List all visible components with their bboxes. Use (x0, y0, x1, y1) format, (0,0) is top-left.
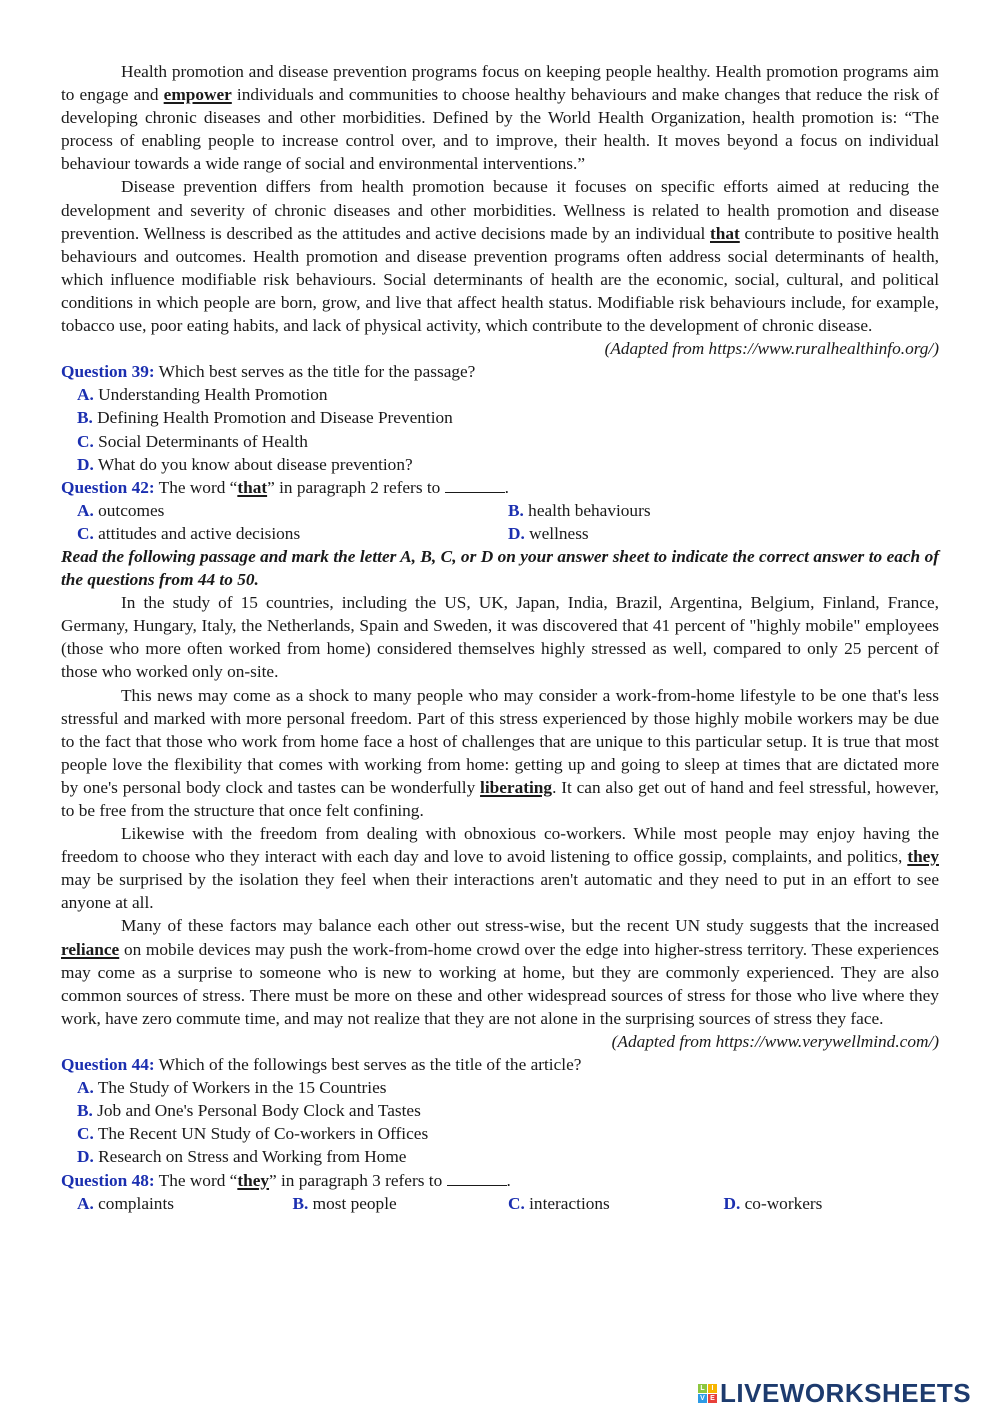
question-44-option-c[interactable]: C. The Recent UN Study of Co-workers in Offices (77, 1124, 429, 1144)
keyword-that: that (710, 223, 740, 243)
question-44-option-d[interactable]: D. Research on Stress and Working from Home (77, 1147, 407, 1167)
question-48-option-c[interactable]: C. interactions (508, 1193, 610, 1213)
question-39-option-a[interactable]: A. Understanding Health Promotion (77, 385, 328, 405)
passage-1-paragraph-1: Health promotion and disease prevention programs focus on keeping people healthy. Health promotion programs aim to engage and empower individuals and communities to choose healthy behaviours and make changes that reduce the risk of developing chronic diseases and other morbidities. Defined by the World Health Organization, health promotion is: “The process of enabling people to increase control over, and to improve, their health. It moves beyond a focus on individual behaviour towards a wide range of social and environmental interventions.” (61, 62, 939, 174)
question-48-label: Question 48: (61, 1170, 155, 1190)
passage-2-paragraph-2: This news may come as a shock to many people who may consider a work-from-home lifestyle to be one that's less stressful and marked with more personal freedom. Part of this stress experienced by those highly mobile workers may be due to the fact that those who work from home face a host of challenges that are unique to this particular setup. It is true that most people love the flexibility that comes with working from home: getting up and going to sleep at times that are dictated more by one's personal body clock and tastes can be wonderfully liberating. It can also get out of hand and feel stressful, however, to be free from the structure that once felt confining. (61, 685, 940, 820)
keyword-reliance: reliance (61, 939, 120, 959)
liveworksheets-logo (698, 1378, 971, 1409)
question-42-option-d[interactable]: D. wellness (508, 523, 589, 543)
question-42-options-row-1 (61, 499, 939, 522)
live-tiles-icon: L I V E (698, 1384, 717, 1403)
question-44-option-a[interactable]: A. The Study of Workers in the 15 Countries (77, 1078, 387, 1098)
question-48-stem: Question 48: The word “they” in paragraph 3 refers to . (61, 1170, 511, 1190)
question-48 (61, 1169, 939, 1215)
question-42-label: Question 42: (61, 477, 155, 497)
question-44-stem: Question 44: Which of the followings best serves as the title of the article? (61, 1055, 582, 1075)
passage-2-paragraph-1: In the study of 15 countries, including the US, UK, Japan, India, Brazil, Argentina, Belgium, Finland, France, Germany, Hungary, Italy, the Netherlands, Spain and Sweden, it was discovered that 41 percent of "highly mobile" employees (those who more often worked from home) considered themselves highly stressed as well, compared to only 25 percent of those who worked only on-site. (61, 593, 939, 682)
answer-blank (445, 478, 505, 493)
question-48-options-row (61, 1192, 939, 1215)
question-39 (61, 360, 939, 475)
question-39-option-c[interactable]: C. Social Determinants of Health (77, 431, 308, 451)
keyword-that-ref: that (237, 477, 268, 497)
question-44 (61, 1053, 939, 1168)
answer-blank (447, 1171, 507, 1186)
question-42-options-row-2 (61, 522, 939, 545)
question-42-option-a[interactable]: A. outcomes (77, 500, 165, 520)
question-39-stem: Question 39: Which best serves as the title for the passage? (61, 362, 476, 382)
question-42 (61, 476, 939, 545)
worksheet-page (61, 60, 939, 1215)
keyword-liberating: liberating (480, 777, 553, 797)
question-42-stem: Question 42: The word “that” in paragraph 2 refers to . (61, 477, 509, 497)
passage-1-paragraph-2: Disease prevention differs from health promotion because it focuses on specific efforts aimed at reducing the development and severity of chronic diseases and other morbidities. Wellness is related to health promotion and disease prevention. Wellness is described as the attitudes and active decisions made by an individual that contribute to positive health behaviours and outcomes. Health promotion and disease prevention programs often address social determinants of health, which influence modifiable risk behaviours. Social determinants of health are the economic, social, cultural, and political conditions in which people are born, grow, and live that affect health status. Modifiable risk behaviours include, for example, tobacco use, poor eating habits, and lack of physical activity, which contribute to the development of chronic disease. (61, 177, 939, 336)
question-48-option-b[interactable]: B. most people (292, 1193, 397, 1213)
question-39-label: Question 39: (61, 362, 155, 382)
logo-wordmark: LIVEWORKSHEETS (720, 1378, 972, 1408)
question-48-option-d[interactable]: D. co-workers (723, 1193, 823, 1213)
passage-1 (61, 60, 939, 360)
question-42-option-c[interactable]: C. attitudes and active decisions (77, 523, 301, 543)
question-42-option-b[interactable]: B. health behaviours (508, 500, 651, 520)
question-44-option-b[interactable]: B. Job and One's Personal Body Clock and Tastes (77, 1101, 421, 1121)
question-39-option-d[interactable]: D. What do you know about disease prevention? (77, 454, 413, 474)
passage-1-source: (Adapted from https://www.ruralhealthinfo.org/) (604, 339, 939, 359)
question-44-label: Question 44: (61, 1055, 155, 1075)
keyword-empower: empower (163, 85, 232, 105)
question-48-option-a[interactable]: A. complaints (77, 1193, 174, 1213)
section-instruction: Read the following passage and mark the letter A, B, C, or D on your answer sheet to indicate the correct answer to each of the questions from 44 to 50. (61, 546, 939, 590)
passage-2-source: (Adapted from https://www.verywellmind.com/) (611, 1031, 939, 1051)
passage-2-paragraph-3: Likewise with the freedom from dealing with obnoxious co-workers. While most people may enjoy having the freedom to choose who they interact with each day and love to avoid listening to office gossip, complaints, and politics, they may be surprised by the isolation they feel when their interactions aren't automatic and they need to put in an effort to see anyone at all. (61, 824, 939, 913)
keyword-they: they (907, 847, 939, 867)
keyword-they-ref: they (237, 1170, 270, 1190)
passage-2 (61, 591, 939, 1053)
question-39-option-b[interactable]: B. Defining Health Promotion and Disease Prevention (77, 408, 453, 428)
passage-2-paragraph-4: Many of these factors may balance each other out stress-wise, but the recent UN study suggests that the increased reliance on mobile devices may push the work-from-home crowd over the edge into higher-stress territory. These experiences may come as a surprise to someone who is new to working at home, but they are commonly experienced. They are also common sources of stress. There must be more on these and other widespread sources of stress for those who live where they work, have zero commute time, and may not realize that they are not alone in the surprising sources of stress they face. (61, 916, 939, 1028)
